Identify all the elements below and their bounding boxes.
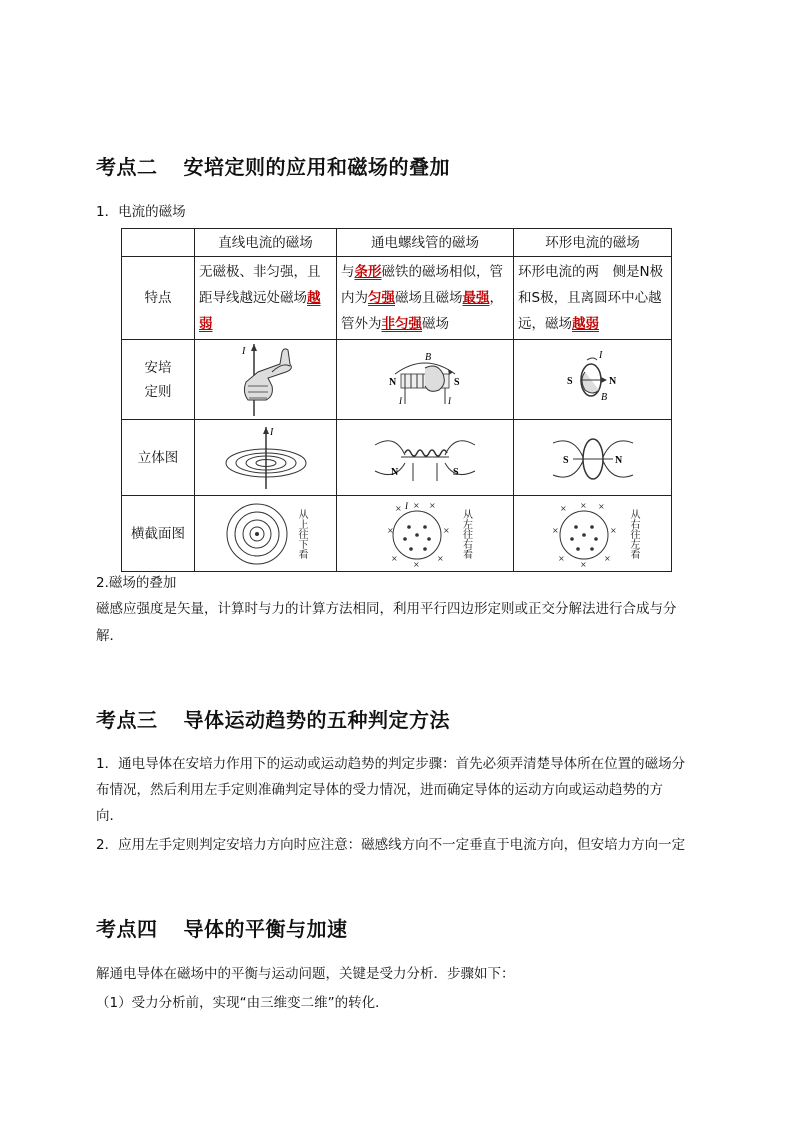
view-direction-note: 从左往右看 [460,508,472,559]
row-label-ampere: 安培 定则 [122,340,195,420]
ampere-loop-figure [514,340,672,420]
paragraph: （1）受力分析前，实现“由三维变二维”的转化． [96,995,389,1011]
svg-text:I: I [241,345,245,357]
svg-text:N: N [608,375,616,387]
svg-text:×: × [412,559,420,569]
svg-text:B: B [425,351,432,363]
solenoid-field-lines-icon [365,423,485,493]
row-label-cross-section: 横截面图 [122,496,195,572]
svg-text:×: × [442,525,450,535]
paragraph: 解通电导体在磁场中的平衡与运动问题，关键是受力分析．步骤如下： [96,966,515,982]
paragraph: 布情况，然后利用左手定则准确判定导体的受力情况，进而确定导体的运动方向或运动趋势的方 [96,782,663,798]
cross-straight-figure [195,496,337,572]
list-item-superposition: 2.磁场的叠加 [96,575,177,591]
highlight-text: 最强 [462,290,490,306]
svg-text:×: × [436,553,444,563]
svg-text:N: N [389,376,397,388]
paragraph: 磁感应强度是矢量，计算时与力的计算方法相同，利用平行四边形定则或正交分解法进行合成与分 [96,601,677,617]
section-heading-3 [96,704,450,733]
svg-text:×: × [610,525,617,535]
section-heading-2 [96,151,450,180]
feature-loop: 环形电流的两 侧是N极和S极，且离圆环中心越远，磁场越弱 [514,257,672,340]
section-heading-4 [96,913,348,942]
paragraph: 2．应用左手定则判定安培力方向时应注意：磁感线方向不一定垂直于电流方向，但安培力方向一定 [96,837,686,853]
loop-field-lines-icon [543,423,643,493]
table-header-cell [122,229,195,257]
svg-text:×: × [386,525,394,535]
row-label-3d: 立体图 [122,420,195,496]
row-label-feature: 特点 [122,257,195,340]
loop-cross-section-icon [546,499,622,569]
ampere-straight-figure [195,340,337,420]
3d-straight-figure [195,420,337,496]
view-direction-note: 从上往下看 [296,508,307,559]
paragraph: 1．通电导体在安培力作用下的运动或运动趋势的判定步骤：首先必须弄清楚导体所在位置的磁场分 [96,756,686,772]
section-number: 考点二 [96,155,158,179]
highlight-text: 匀强 [368,290,395,306]
svg-text:×: × [428,500,436,510]
section-title: 导体的平衡与加速 [183,917,348,941]
svg-text:×: × [604,553,611,563]
svg-text:S: S [454,376,460,388]
svg-text:I: I [269,426,273,438]
table-row [122,257,672,340]
paragraph: 解． [96,628,123,644]
table-header-row [122,229,672,257]
table-row [122,340,672,420]
svg-text:×: × [598,501,605,511]
table-row [122,420,672,496]
svg-text:S: S [562,454,569,466]
svg-text:×: × [394,503,402,513]
ampere-solenoid-figure [337,340,514,420]
highlight-text: 越弱 [572,316,599,332]
right-hand-grip-icon [216,342,316,418]
feature-straight: 无磁极、非匀强，且距导线越远处磁场越弱 [195,257,337,340]
highlight-text: 越弱 [199,290,321,332]
3d-loop-figure [514,420,672,496]
magnetic-field-table [121,228,672,572]
solenoid-cross-section-icon [379,499,455,569]
svg-text:×: × [390,553,398,563]
3d-solenoid-figure [337,420,514,496]
svg-text:×: × [560,503,567,513]
svg-text:I: I [404,500,408,511]
section-title: 安培定则的应用和磁场的叠加 [183,155,450,179]
svg-text:B: B [600,391,607,403]
cross-solenoid-figure [337,496,514,572]
svg-text:×: × [580,559,587,569]
highlight-text: 条形 [354,264,382,280]
concentric-circles-icon [224,501,290,567]
svg-text:×: × [558,553,565,563]
svg-text:×: × [552,525,559,535]
table-row [122,496,672,572]
table-header-cell: 直线电流的磁场 [195,229,337,257]
svg-text:I: I [448,395,451,406]
feature-solenoid: 与条形磁铁的磁场相似，管内为匀强磁场且磁场最强，管外为非匀强磁场 [337,257,514,340]
svg-text:S: S [566,375,573,387]
svg-text:S: S [453,466,459,478]
highlight-text: 非匀强 [381,316,422,332]
table-header-cell: 通电螺线管的磁场 [337,229,514,257]
svg-text:×: × [580,500,587,510]
section-number: 考点三 [96,708,158,732]
list-item-current-field: 1．电流的磁场 [96,204,186,220]
svg-text:N: N [614,454,622,466]
loop-grip-icon [543,342,643,418]
svg-text:I: I [399,395,402,406]
view-direction-note: 从右往左看 [628,508,639,559]
solenoid-grip-icon [365,342,485,418]
section-number: 考点四 [96,917,158,941]
svg-text:×: × [412,500,420,510]
table-header-cell: 环形电流的磁场 [514,229,672,257]
svg-text:N: N [391,466,399,478]
section-title: 导体运动趋势的五种判定方法 [183,708,450,732]
concentric-field-lines-icon [216,423,316,493]
paragraph: 向． [96,808,123,824]
cross-loop-figure [514,496,672,572]
svg-text:I: I [598,349,602,361]
